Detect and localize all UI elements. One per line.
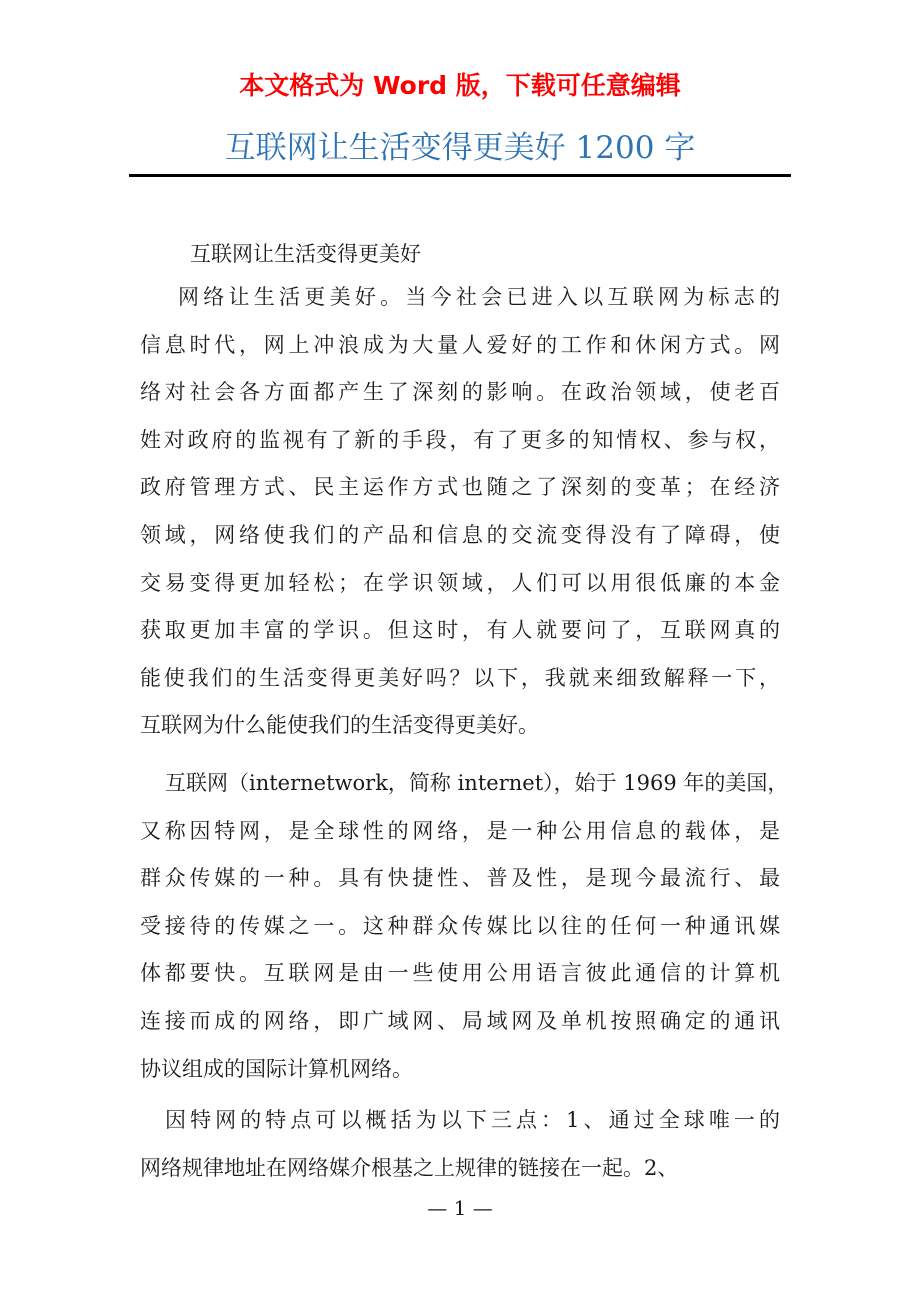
text-line: 体都要快。互联网是由一些使用公用语言彼此通信的计算机 [140, 961, 780, 986]
text-line: 交易变得更加轻松；在学识领域，人们可以用很低廉的本金 [140, 570, 780, 595]
text-line: 网络规律地址在网络媒介根基之上规律的链接在一起。2、 [140, 1155, 679, 1180]
text-line: 姓对政府的监视有了新的手段，有了更多的知情权、参与权， [140, 427, 780, 452]
article-heading: 互联网让生活变得更美好 [190, 242, 421, 266]
text-line: 受接待的传媒之一。这种群众传媒比以往的任何一种通讯媒 [140, 913, 780, 938]
text-line: 获取更加丰富的学识。但这时，有人就要问了，互联网真的 [140, 618, 780, 643]
page-number: — 1 — [427, 1196, 493, 1220]
text-line: 协议组成的国际计算机网络。 [140, 1056, 413, 1081]
text-line: 又称因特网，是全球性的网络，是一种公用信息的载体，是 [140, 818, 780, 843]
text-line: 群众传媒的一种。具有快捷性、普及性，是现今最流行、最 [140, 866, 780, 891]
text-line: 络对社会各方面都产生了深刻的影响。在政治领域，使老百 [140, 380, 780, 405]
text-line: 互联网（internetwork，简称 internet），始于 1969 年的美国， [165, 771, 789, 795]
text-line: 连接而成的网络，即广域网、局域网及单机按照确定的通讯 [140, 1008, 780, 1033]
text-line: 信息时代，网上冲浪成为大量人爱好的工作和休闲方式。网 [140, 332, 780, 357]
header-divider [129, 174, 791, 177]
format-notice-banner: 本文格式为 Word 版，下载可任意编辑 [239, 71, 681, 100]
paragraph-3 [140, 1097, 780, 1192]
text-line: 领域，网络使我们的产品和信息的交流变得没有了障碍，使 [140, 522, 780, 547]
text-line: 因特网的特点可以概括为以下三点：1、通过全球唯一的 [165, 1108, 780, 1132]
paragraph-1 [140, 274, 780, 750]
text-line: 网络让生活更美好。当今社会已进入以互联网为标志的 [178, 285, 780, 309]
text-line: 互联网为什么能使我们的生活变得更美好。 [140, 713, 539, 738]
text-line: 政府管理方式、民主运作方式也随之了深刻的变革；在经济 [140, 475, 780, 500]
text-line: 能使我们的生活变得更美好吗？以下，我就来细致解释一下， [140, 665, 780, 690]
document-title: 互联网让生活变得更美好 1200 字 [224, 130, 696, 166]
paragraph-2 [140, 760, 789, 1093]
